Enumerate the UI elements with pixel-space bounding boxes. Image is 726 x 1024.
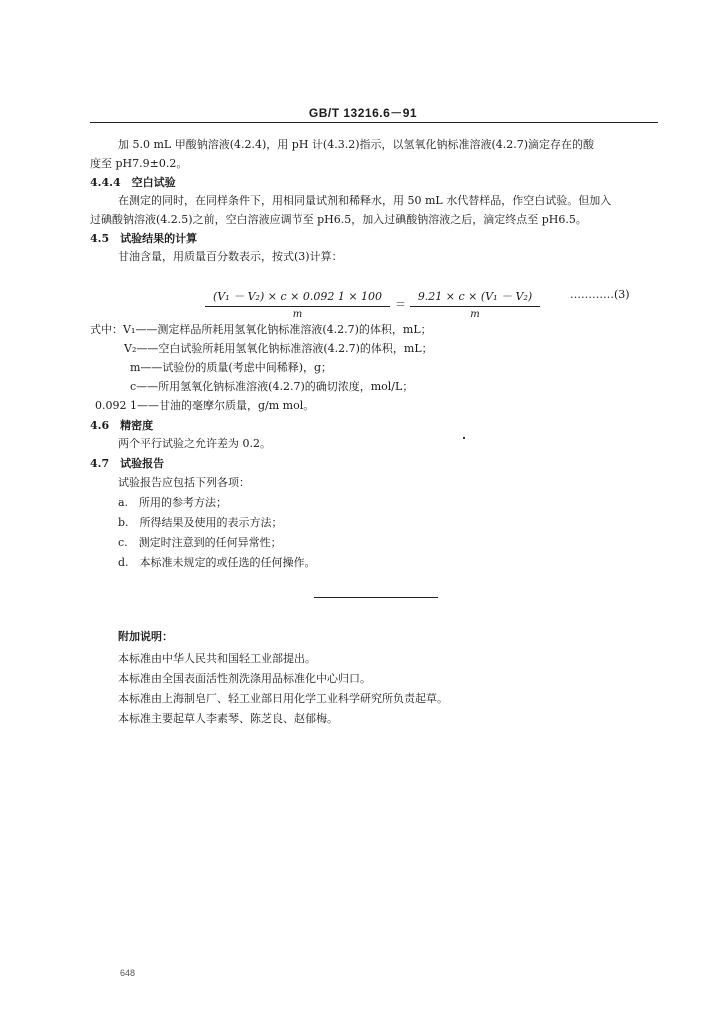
formula-left-denominator: m [292,309,303,320]
formula-3 [205,288,645,328]
paragraph-line: 加 5.0 mL 甲酸钠溶液(4.2.4)，用 pH 计(4.3.2)指示，以氢氧化钠标准溶液(4.2.7)滴定存在的酸 [118,138,595,151]
paragraph-line: 度至 pH7.9±0.2。 [90,157,188,170]
definition-line: 式中：V₁——测定样品所耗用氢氧化钠标准溶液(4.2.7)的体积，mL； [90,323,432,336]
additional-notes-title: 附加说明： [118,630,173,643]
formula-left-numerator: (V₁ － V₂) × c × 0.092 1 × 100 [212,290,383,303]
paragraph-line: 试验报告应包括下列各项： [118,476,250,489]
standard-header: GB/T 13216.6－91 [308,106,418,120]
fraction-bar [205,306,390,307]
paragraph-line: 在测定的同时，在同样条件下，用相同量试剂和稀释水，用 50 mL 水代替样品，作空白试验。但加入 [118,194,612,207]
stray-mark [463,437,465,439]
equation-number: …………(3) [570,288,630,301]
definition-line: 0.092 1——甘油的毫摩尔质量，g/m mol。 [95,399,315,412]
fraction-bar [410,306,540,307]
list-item: c. 测定时注意到的任何异常性； [118,536,282,549]
list-item: b. 所得结果及使用的表示方法； [118,516,283,529]
section-heading-4-6: 4.6 精密度 [90,419,154,432]
additional-note-line: 本标准由中华人民共和国轻工业部提出。 [118,652,316,665]
header-rule [90,122,658,123]
formula-right-fraction [410,288,540,320]
list-item: a. 所用的参考方法； [118,496,228,509]
paragraph-line: 过碘酸钠溶液(4.2.5)之前，空白溶液应调节至 pH6.5，加入过碘酸钠溶液之后，滴定终点至 pH6.5。 [90,213,587,226]
paragraph-line: 两个平行试验之允许差为 0.2。 [118,437,271,450]
formula-right-numerator: 9.21 × c × (V₁ － V₂) [417,290,533,303]
additional-note-line: 本标准由上海制皂厂、轻工业部日用化学工业科学研究所负责起草。 [118,692,448,705]
definition-line: V₂——空白试验所耗用氢氧化钠标准溶液(4.2.7)的体积，mL； [124,342,433,355]
list-item: d. 本标准未规定的或任选的任何操作。 [118,556,316,569]
section-heading-4-7: 4.7 试验报告 [90,457,165,470]
separator-rule [314,597,438,598]
definition-line: m——试验份的质量(考虑中间稀释)，g； [130,361,333,374]
additional-note-line: 本标准主要起草人李素琴、陈芝良、赵郁梅。 [118,712,338,725]
section-heading-4-5: 4.5 试验结果的计算 [90,232,198,245]
page-number: 648 [120,968,136,978]
additional-note-line: 本标准由全国表面活性剂洗涤用品标准化中心归口。 [118,672,371,685]
formula-equals: ＝ [395,298,406,311]
formula-left-fraction [205,288,390,320]
paragraph-line: 甘油含量，用质量百分数表示，按式(3)计算： [118,250,343,263]
section-heading-4-4-4: 4.4.4 空白试验 [90,176,176,189]
definition-line: c——所用氢氧化钠标准溶液(4.2.7)的确切浓度，mol/L； [130,380,414,393]
formula-right-denominator: m [470,309,480,320]
